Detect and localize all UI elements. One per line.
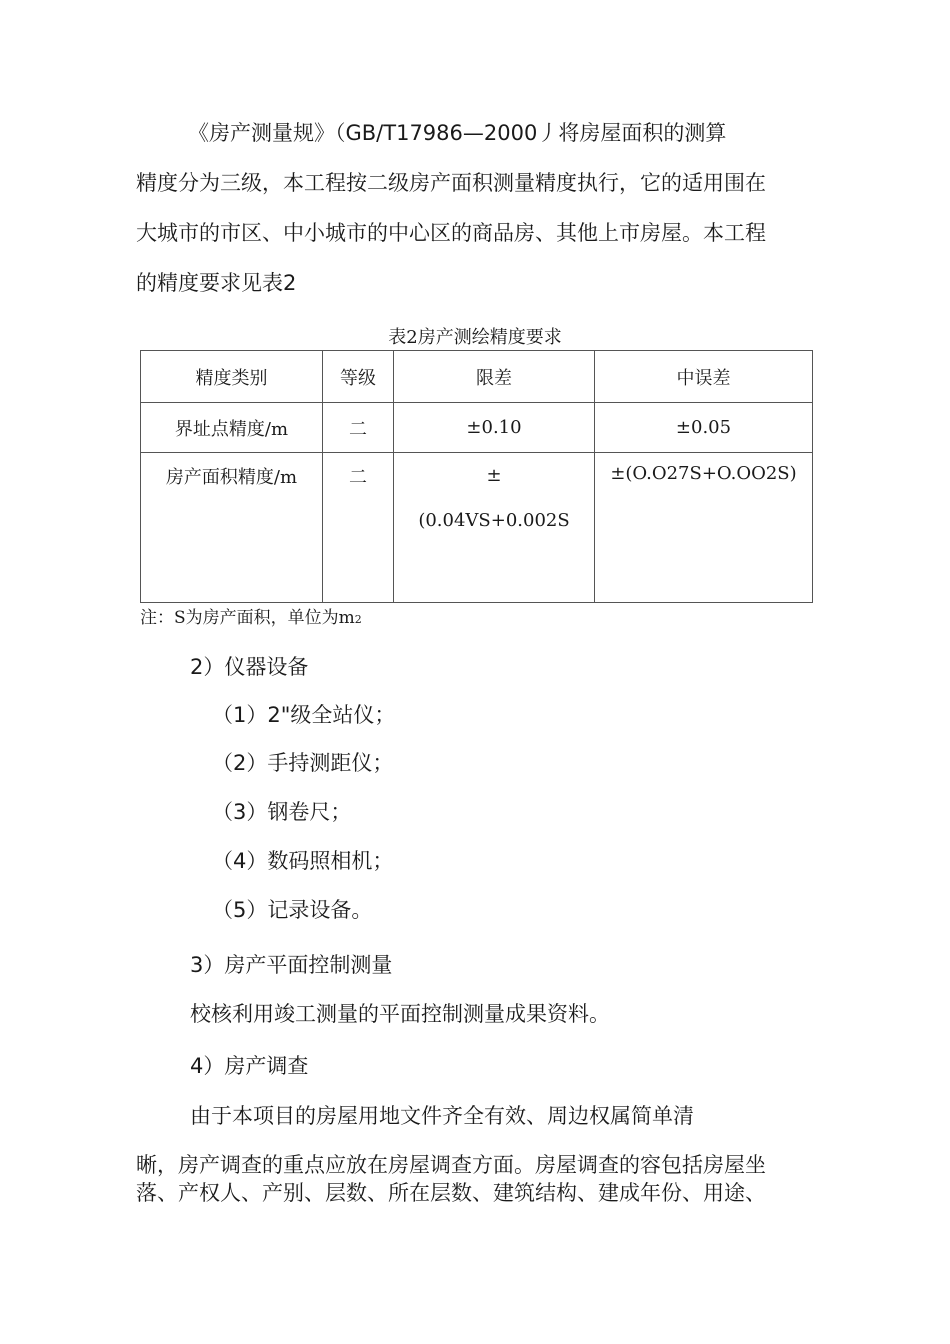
cell-limit: ±0.10 bbox=[394, 403, 595, 453]
list-item: （2）手持测距仪； bbox=[212, 751, 394, 775]
list-item: （5）记录设备。 bbox=[212, 898, 373, 922]
table-header-row bbox=[141, 351, 813, 403]
table-caption: 表2房产测绘精度要求 bbox=[388, 327, 562, 348]
cell-limit-sign: ± bbox=[486, 465, 502, 486]
intro-line: 大城市的市区、中小城市的中心区的商品房、其他上市房屋。本工程 bbox=[136, 221, 766, 245]
cell-grade-text: 二 bbox=[349, 467, 367, 488]
table-row bbox=[141, 453, 813, 603]
cell-error: ±0.05 bbox=[595, 403, 813, 453]
list-item: （3）钢卷尺； bbox=[212, 800, 352, 824]
cell-error-text: ±(O.O27S+O.OO2S) bbox=[610, 463, 797, 484]
cell-category bbox=[141, 453, 323, 603]
intro-line: 《房产测量规》（GB/T17986—2000丿将房屋面积的测算 bbox=[188, 121, 727, 145]
intro-paragraph bbox=[136, 108, 816, 308]
section-heading: 4）房产调查 bbox=[190, 1054, 309, 1078]
cell-error bbox=[595, 453, 813, 603]
cell-grade bbox=[323, 453, 394, 603]
cell-grade: 二 bbox=[323, 403, 394, 453]
table-row bbox=[141, 403, 813, 453]
cell-limit bbox=[394, 453, 595, 603]
section-body: 校核利用竣工测量的平面控制测量成果资料。 bbox=[190, 1002, 610, 1026]
cell-limit-expr: (0.04VS+0.002S bbox=[418, 510, 570, 531]
precision-table bbox=[140, 350, 813, 603]
section-heading: 3）房产平面控制测量 bbox=[190, 953, 393, 977]
header-limit: 限差 bbox=[394, 351, 595, 403]
header-error: 中误差 bbox=[595, 351, 813, 403]
table-note-text: 注：S为房产面积，单位为m bbox=[140, 608, 355, 628]
section-body-line: 落、产权人、产别、层数、所在层数、建筑结构、建成年份、用途、 bbox=[136, 1181, 766, 1205]
section-heading: 2）仪器设备 bbox=[190, 655, 309, 679]
section-body-line: 由于本项目的房屋用地文件齐全有效、周边权属简单清 bbox=[190, 1104, 694, 1128]
list-item: （1）2"级全站仪； bbox=[212, 703, 396, 727]
cell-category: 界址点精度/m bbox=[141, 403, 323, 453]
intro-line: 精度分为三级，本工程按二级房产面积测量精度执行，它的适用围在 bbox=[136, 171, 766, 195]
list-item: （4）数码照相机； bbox=[212, 849, 394, 873]
cell-category-text: 房产面积精度/m bbox=[165, 467, 298, 488]
unit-subscript: 2 bbox=[354, 613, 362, 626]
header-category: 精度类别 bbox=[141, 351, 323, 403]
header-grade: 等级 bbox=[323, 351, 394, 403]
section-body-line: 晰，房产调查的重点应放在房屋调查方面。房屋调查的容包括房屋坐 bbox=[136, 1153, 766, 1177]
intro-line: 的精度要求见表2 bbox=[136, 271, 297, 295]
table-note bbox=[140, 606, 362, 632]
